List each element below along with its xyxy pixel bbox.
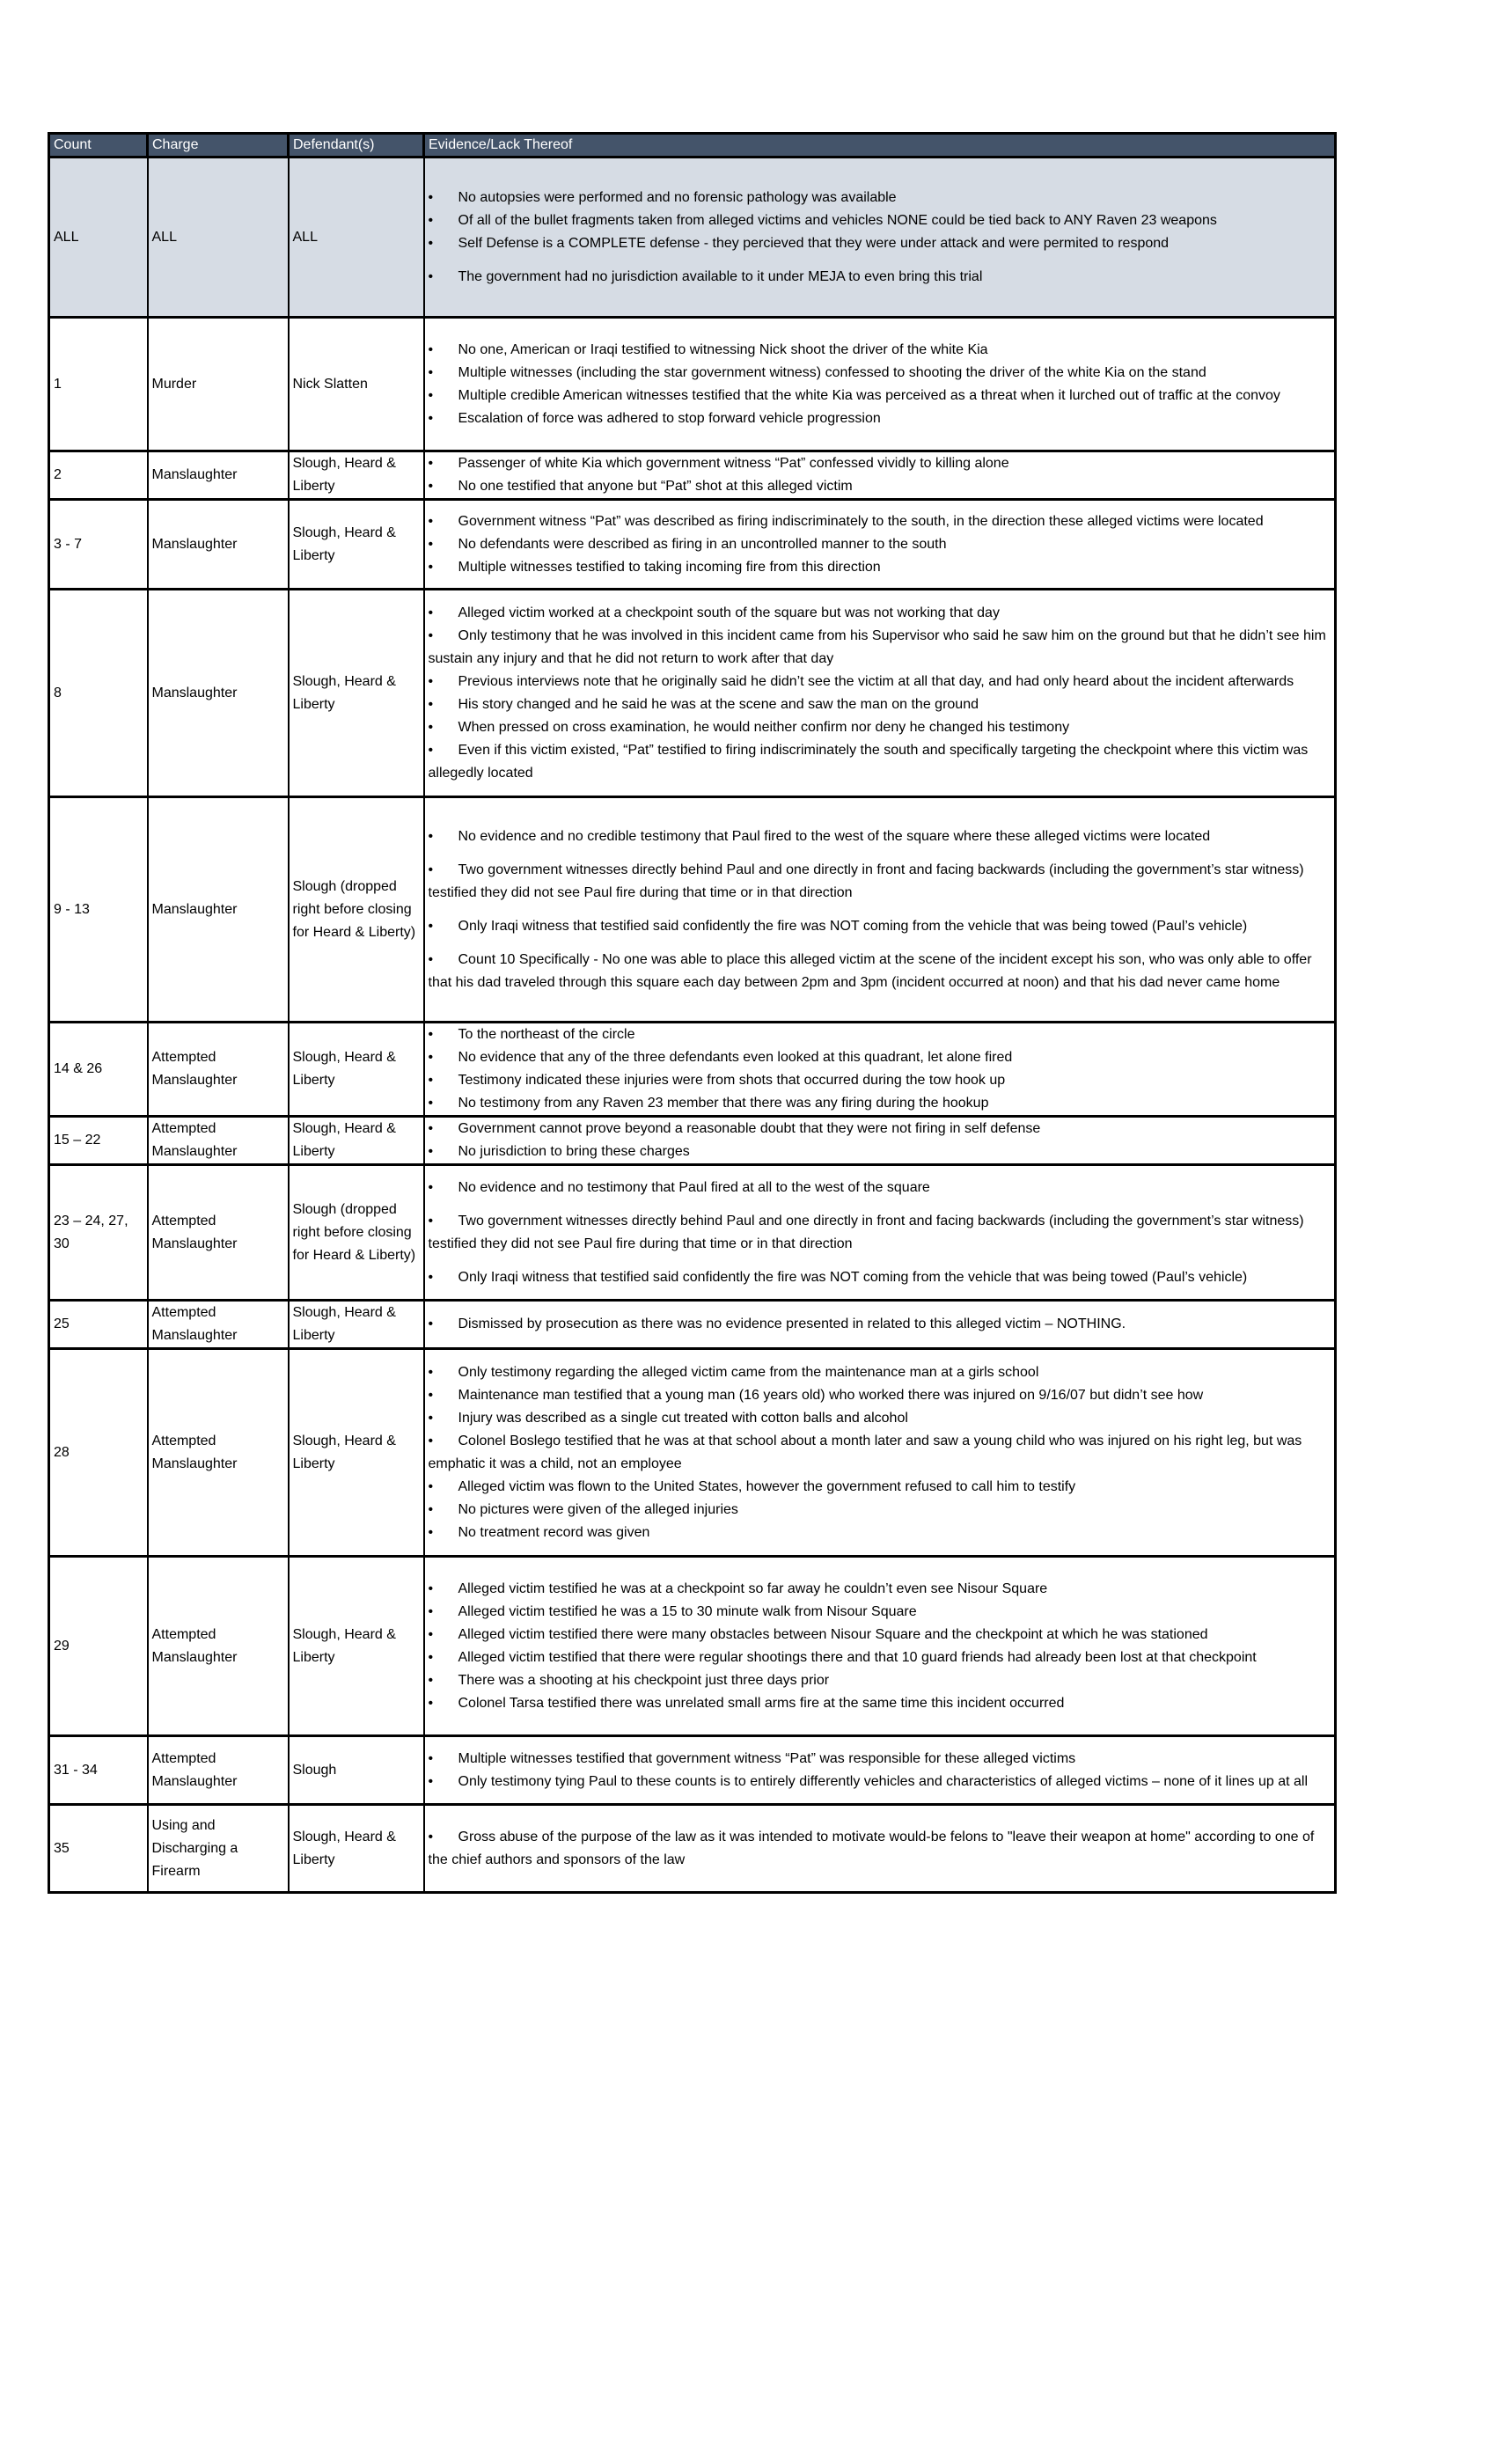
count-cell: 15 – 22	[49, 1117, 148, 1165]
evidence-item: • Colonel Tarsa testified there was unrelated small arms fire at the same time this incident occurred	[429, 1692, 1331, 1715]
header-defendants: Defendant(s)	[289, 134, 424, 158]
evidence-list	[429, 1313, 1331, 1336]
evidence-item: • No evidence and no testimony that Paul fired at all to the west of the square	[429, 1177, 1331, 1199]
table-row	[49, 1736, 1336, 1805]
defendants-cell: Nick Slatten	[289, 318, 424, 451]
table-row	[49, 1301, 1336, 1349]
evidence-item: • Maintenance man testified that a young man (16 years old) who worked there was injured on 9/16/07 but didn’t see how	[429, 1384, 1331, 1407]
evidence-item: • No one, American or Iraqi testified to witnessing Nick shoot the driver of the white Kia	[429, 339, 1331, 362]
evidence-item: • Government witness “Pat” was described as firing indiscriminately to the south, in the direction these alleged victims were located	[429, 510, 1331, 533]
table-row	[49, 797, 1336, 1023]
evidence-item: • No pictures were given of the alleged injuries	[429, 1499, 1331, 1522]
evidence-item: • Self Defense is a COMPLETE defense - they percieved that they were under attack and were permited to respond	[429, 232, 1331, 255]
evidence-list	[429, 1361, 1331, 1544]
evidence-item: • Escalation of force was adhered to stop forward vehicle progression	[429, 407, 1331, 430]
charge-cell: ALL	[148, 158, 289, 318]
evidence-list	[429, 187, 1331, 289]
evidence-item: • No testimony from any Raven 23 member that there was any firing during the hookup	[429, 1092, 1331, 1115]
charge-cell: Attempted Manslaughter	[148, 1165, 289, 1301]
count-cell: 25	[49, 1301, 148, 1349]
evidence-list	[429, 339, 1331, 430]
count-cell: 23 – 24, 27, 30	[49, 1165, 148, 1301]
evidence-cell	[424, 1736, 1336, 1805]
table-row	[49, 451, 1336, 500]
evidence-list	[429, 825, 1331, 994]
charge-cell: Attempted Manslaughter	[148, 1023, 289, 1117]
evidence-item: • There was a shooting at his checkpoint just three days prior	[429, 1669, 1331, 1692]
evidence-item: • Multiple witnesses (including the star government witness) confessed to shooting the driver of the white Kia on the stand	[429, 362, 1331, 385]
charge-cell: Attempted Manslaughter	[148, 1349, 289, 1557]
charge-cell: Manslaughter	[148, 500, 289, 590]
header-count: Count	[49, 134, 148, 158]
defendants-cell: Slough (dropped right before closing for Heard & Liberty)	[289, 797, 424, 1023]
table-body	[49, 158, 1336, 1893]
evidence-cell	[424, 590, 1336, 797]
evidence-item: • No treatment record was given	[429, 1522, 1331, 1544]
table-row	[49, 1349, 1336, 1557]
evidence-item: • Alleged victim testified there were many obstacles between Nisour Square and the checkpoint at which he was stationed	[429, 1624, 1331, 1646]
evidence-item: • Only testimony tying Paul to these counts is to entirely differently vehicles and characteristics of alleged victims – none of it lines up at all	[429, 1771, 1331, 1793]
charge-cell: Manslaughter	[148, 590, 289, 797]
evidence-item: • No one testified that anyone but “Pat” shot at this alleged victim	[429, 475, 1331, 498]
evidence-item: • Alleged victim testified he was at a checkpoint so far away he couldn’t even see Nisour Square	[429, 1578, 1331, 1601]
defendants-cell: Slough, Heard & Liberty	[289, 1023, 424, 1117]
defendants-cell: Slough, Heard & Liberty	[289, 590, 424, 797]
evidence-list	[429, 510, 1331, 579]
evidence-item: • Two government witnesses directly behind Paul and one directly in front and facing backwards (including the government’s star witness) testified they did not see Paul fire during that time or in that direction	[429, 859, 1331, 905]
defendants-cell: ALL	[289, 158, 424, 318]
evidence-item: • Gross abuse of the purpose of the law as it was intended to motivate would-be felons to "leave their weapon at home" according to one of the chief authors and sponsors of the law	[429, 1826, 1331, 1872]
evidence-item: • Alleged victim was flown to the United States, however the government refused to call him to testify	[429, 1476, 1331, 1499]
table-row	[49, 1805, 1336, 1893]
evidence-item: • Multiple credible American witnesses testified that the white Kia was perceived as a threat when it lurched out of traffic at the convoy	[429, 385, 1331, 407]
evidence-item: • Only testimony regarding the alleged victim came from the maintenance man at a girls school	[429, 1361, 1331, 1384]
evidence-cell	[424, 1165, 1336, 1301]
evidence-item: • Passenger of white Kia which government witness “Pat” confessed vividly to killing alone	[429, 452, 1331, 475]
evidence-list	[429, 1748, 1331, 1793]
evidence-document	[48, 132, 1334, 1894]
evidence-list	[429, 452, 1331, 498]
header-row	[49, 134, 1336, 158]
evidence-cell	[424, 797, 1336, 1023]
count-cell: 1	[49, 318, 148, 451]
evidence-item: • Dismissed by prosecution as there was no evidence presented in related to this alleged victim – NOTHING.	[429, 1313, 1331, 1336]
charge-cell: Attempted Manslaughter	[148, 1557, 289, 1736]
evidence-list	[429, 1023, 1331, 1115]
defendants-cell: Slough, Heard & Liberty	[289, 1301, 424, 1349]
header-evidence: Evidence/Lack Thereof	[424, 134, 1336, 158]
evidence-item: • Two government witnesses directly behind Paul and one directly in front and facing backwards (including the government’s star witness) testified they did not see Paul fire during that time or in that direction	[429, 1210, 1331, 1256]
evidence-cell	[424, 1349, 1336, 1557]
defendants-cell: Slough (dropped right before closing for Heard & Liberty)	[289, 1165, 424, 1301]
table-row	[49, 1117, 1336, 1165]
defendants-cell: Slough, Heard & Liberty	[289, 451, 424, 500]
count-cell: 2	[49, 451, 148, 500]
count-cell: 14 & 26	[49, 1023, 148, 1117]
evidence-item: • When pressed on cross examination, he would neither confirm nor deny he changed his testimony	[429, 716, 1331, 739]
evidence-cell	[424, 158, 1336, 318]
defendants-cell: Slough, Heard & Liberty	[289, 1805, 424, 1893]
evidence-cell	[424, 318, 1336, 451]
defendants-cell: Slough, Heard & Liberty	[289, 1557, 424, 1736]
evidence-item: • No jurisdiction to bring these charges	[429, 1140, 1331, 1163]
evidence-item: • Alleged victim testified he was a 15 to 30 minute walk from Nisour Square	[429, 1601, 1331, 1624]
evidence-item: • Only testimony that he was involved in this incident came from his Supervisor who said he saw him on the ground but that he didn’t see him sustain any injury and that he did not return to work after that day	[429, 625, 1331, 671]
defendants-cell: Slough, Heard & Liberty	[289, 1349, 424, 1557]
count-cell: 8	[49, 590, 148, 797]
table-row	[49, 1165, 1336, 1301]
evidence-item: • To the northeast of the circle	[429, 1023, 1331, 1046]
count-cell: 29	[49, 1557, 148, 1736]
count-cell: ALL	[49, 158, 148, 318]
evidence-list	[429, 1826, 1331, 1872]
table-row	[49, 1023, 1336, 1117]
table-row	[49, 500, 1336, 590]
evidence-item: • No evidence and no credible testimony that Paul fired to the west of the square where these alleged victims were located	[429, 825, 1331, 848]
evidence-item: • Only Iraqi witness that testified said confidently the fire was NOT coming from the vehicle that was being towed (Paul’s vehicle)	[429, 915, 1331, 938]
evidence-cell	[424, 1557, 1336, 1736]
table-row	[49, 158, 1336, 318]
count-cell: 3 - 7	[49, 500, 148, 590]
evidence-item: • Injury was described as a single cut treated with cotton balls and alcohol	[429, 1407, 1331, 1430]
evidence-item: • Only Iraqi witness that testified said confidently the fire was NOT coming from the vehicle that was being towed (Paul’s vehicle)	[429, 1266, 1331, 1289]
evidence-cell	[424, 1117, 1336, 1165]
evidence-item: • Alleged victim worked at a checkpoint south of the square but was not working that day	[429, 602, 1331, 625]
defendants-cell: Slough, Heard & Liberty	[289, 1117, 424, 1165]
table-row	[49, 1557, 1336, 1736]
evidence-list	[429, 602, 1331, 785]
charge-cell: Attempted Manslaughter	[148, 1301, 289, 1349]
evidence-item: • Colonel Boslego testified that he was at that school about a month later and saw a young child who was injured on his right leg, but was emphatic it was a child, not an employee	[429, 1430, 1331, 1476]
count-cell: 28	[49, 1349, 148, 1557]
evidence-item: • No autopsies were performed and no forensic pathology was available	[429, 187, 1331, 209]
charge-cell: Murder	[148, 318, 289, 451]
header-charge: Charge	[148, 134, 289, 158]
evidence-cell	[424, 451, 1336, 500]
evidence-item: • Even if this victim existed, “Pat” testified to firing indiscriminately the south and specifically targeting the checkpoint where this victim was allegedly located	[429, 739, 1331, 785]
evidence-list	[429, 1578, 1331, 1715]
evidence-item: • The government had no jurisdiction available to it under MEJA to even bring this trial	[429, 266, 1331, 289]
evidence-cell	[424, 1805, 1336, 1893]
count-cell: 35	[49, 1805, 148, 1893]
charge-cell: Attempted Manslaughter	[148, 1117, 289, 1165]
count-cell: 31 - 34	[49, 1736, 148, 1805]
evidence-cell	[424, 500, 1336, 590]
table-header	[49, 134, 1336, 158]
evidence-item: • His story changed and he said he was at the scene and saw the man on the ground	[429, 693, 1331, 716]
evidence-list	[429, 1177, 1331, 1289]
table-row	[49, 318, 1336, 451]
charge-cell: Attempted Manslaughter	[148, 1736, 289, 1805]
evidence-list	[429, 1118, 1331, 1163]
count-cell: 9 - 13	[49, 797, 148, 1023]
evidence-item: • Multiple witnesses testified that government witness “Pat” was responsible for these alleged victims	[429, 1748, 1331, 1771]
evidence-item: • Count 10 Specifically - No one was able to place this alleged victim at the scene of the incident except his son, who was only able to offer that his dad traveled through this square each day between 2pm and 3pm (incident occurred at noon) and that his dad never came home	[429, 949, 1331, 994]
evidence-item: • Government cannot prove beyond a reasonable doubt that they were not firing in self defense	[429, 1118, 1331, 1140]
evidence-item: • No evidence that any of the three defendants even looked at this quadrant, let alone fired	[429, 1046, 1331, 1069]
evidence-item: • Multiple witnesses testified to taking incoming fire from this direction	[429, 556, 1331, 579]
charge-cell: Using and Discharging a Firearm	[148, 1805, 289, 1893]
evidence-cell	[424, 1023, 1336, 1117]
charge-cell: Manslaughter	[148, 451, 289, 500]
defendants-cell: Slough, Heard & Liberty	[289, 500, 424, 590]
evidence-item: • Alleged victim testified that there were regular shootings there and that 10 guard friends had already been lost at that checkpoint	[429, 1646, 1331, 1669]
evidence-item: • No defendants were described as firing in an uncontrolled manner to the south	[429, 533, 1331, 556]
evidence-table	[48, 132, 1337, 1894]
evidence-cell	[424, 1301, 1336, 1349]
evidence-item: • Testimony indicated these injuries were from shots that occurred during the tow hook up	[429, 1069, 1331, 1092]
table-row	[49, 590, 1336, 797]
defendants-cell: Slough	[289, 1736, 424, 1805]
evidence-item: • Previous interviews note that he originally said he didn’t see the victim at all that day, and had only heard about the incident afterwards	[429, 671, 1331, 693]
evidence-item: • Of all of the bullet fragments taken from alleged victims and vehicles NONE could be tied back to ANY Raven 23 weapons	[429, 209, 1331, 232]
charge-cell: Manslaughter	[148, 797, 289, 1023]
